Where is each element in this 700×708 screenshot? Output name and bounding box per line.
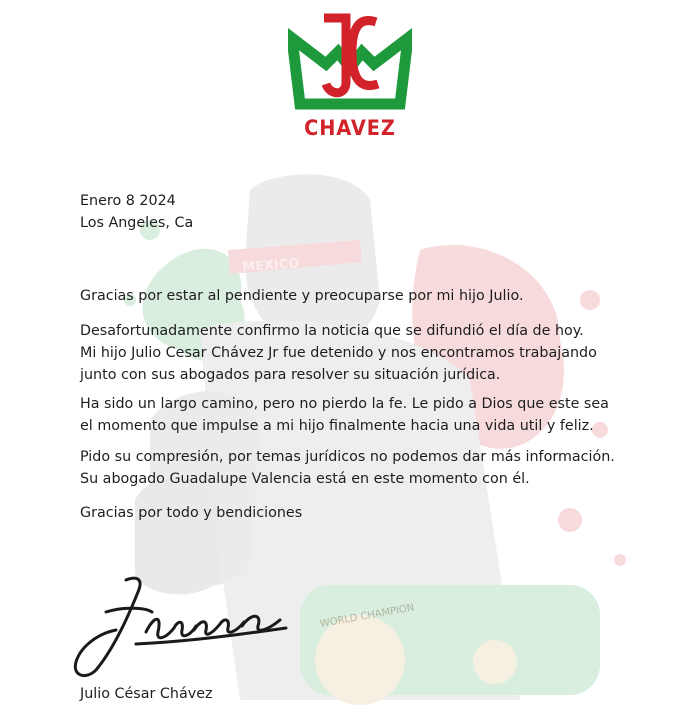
paragraph-line: Desafortunadamente confirmo la noticia que se difundió el día de hoy.	[80, 323, 584, 339]
letter-date: Enero 8 2024	[80, 193, 176, 209]
paragraph-3	[80, 393, 609, 437]
paragraph-line: Su abogado Guadalupe Valencia está en este momento con él.	[80, 471, 530, 487]
paragraph-line: Ha sido un largo camino, pero no pierdo la fe. Le pido a Dios que este sea	[80, 396, 609, 412]
paragraph-line: el momento que impulse a mi hijo finalmente hacia una vida util y feliz.	[80, 418, 594, 434]
paragraph-line: junto con sus abogados para resolver su situación jurídica.	[80, 367, 501, 383]
paragraph-line: Pido su compresión, por temas jurídicos no podemos dar más información.	[80, 449, 615, 465]
logo-wordmark: CHAVEZ	[304, 116, 396, 140]
belt-text: WORLD CHAMPION	[319, 602, 416, 630]
paragraph-2	[80, 320, 597, 386]
crown-jc-logo-icon	[288, 12, 412, 116]
handwritten-signature	[66, 572, 296, 682]
paragraph-4	[80, 446, 615, 490]
headband-text: MEXICO	[241, 256, 300, 276]
paragraph-line: Gracias por todo y bendiciones	[80, 505, 303, 521]
paragraph-5-closing	[80, 502, 302, 524]
chavez-logo	[288, 12, 412, 140]
signer-name: Julio César Chávez	[80, 686, 213, 702]
paragraph-line: Gracias por estar al pendiente y preocuparse por mi hijo Julio.	[80, 288, 524, 304]
paragraph-1	[80, 285, 524, 307]
letter-location: Los Angeles, Ca	[80, 215, 194, 231]
paragraph-line: Mi hijo Julio Cesar Chávez Jr fue detenido y nos encontramos trabajando	[80, 345, 597, 361]
letter-header	[80, 190, 660, 234]
